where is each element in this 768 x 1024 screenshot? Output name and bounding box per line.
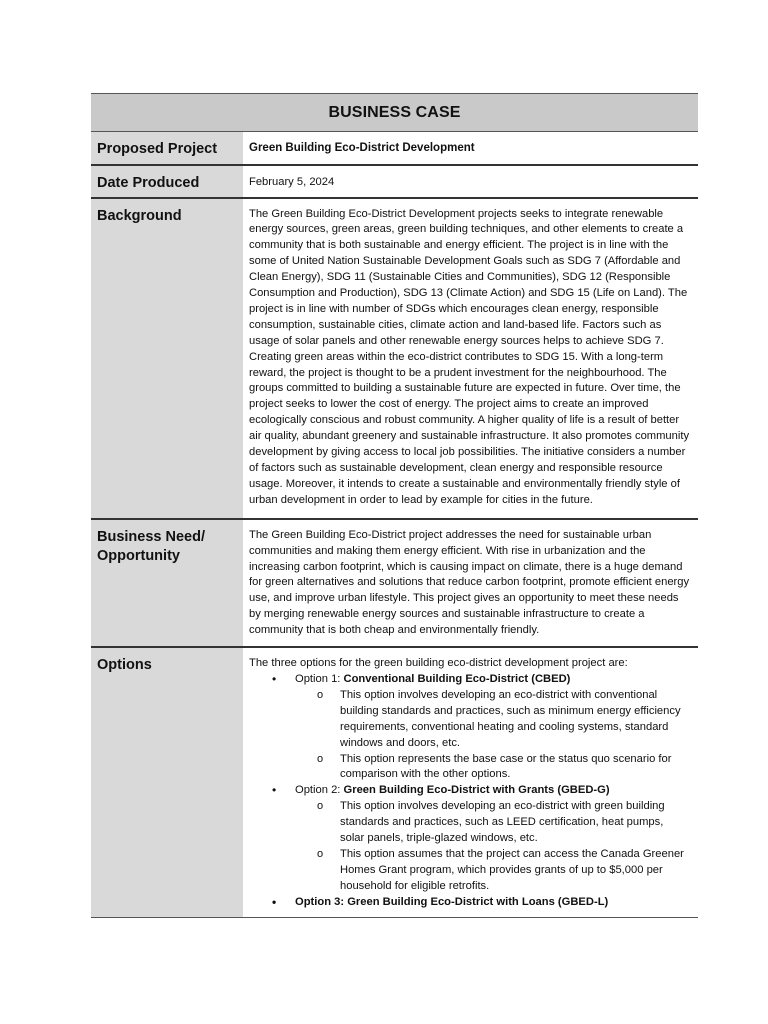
title-row <box>91 94 698 132</box>
business-need-label <box>91 519 243 647</box>
option-1-prefix: Option 1: <box>295 672 344 685</box>
option-2-item <box>249 783 690 799</box>
option-2-name: Green Building Eco-District with Grants (GBED-G) <box>343 784 610 797</box>
proposed-project-value-cell <box>243 132 698 165</box>
option-2-prefix: Option 2: <box>295 784 344 797</box>
option-2-point: o This option assumes that the project can access the Canada Greener Homes Grant program, which provides grants of up to $5,000 per household for eligible retrofits. <box>295 847 690 895</box>
date-produced-row <box>91 165 698 198</box>
option-1-item <box>249 672 690 688</box>
option-2-sublist <box>249 799 690 894</box>
business-need-row <box>91 519 698 647</box>
options-row <box>91 647 698 917</box>
option-1-point: o This option involves developing an eco-district with conventional building standards and practices, such as minimum energy efficiency requirements, conventional heating and cooling systems, standard windows and doors, etc. <box>295 688 690 752</box>
business-need-text: The Green Building Eco-District project addresses the need for sustainable urban communities and making them energy efficient. With rise in urbanization and the increasing carbon footprint, which is causing impact on climate, there is a huge demand for green alternatives and solutions that reduce carbon footprint, promote efficient energy use, and improve urban lifestyle. This project gives an opportunity to meet these needs by merging renewable energy sources and sustainable infrastructure to create a community that is both cheap and environmentally friendly. <box>243 519 698 647</box>
proposed-project-row <box>91 132 698 165</box>
options-label: Options <box>91 647 243 917</box>
background-text: The Green Building Eco-District Development projects seeks to integrate renewable energy sources, green areas, green building techniques, and other elements to create a community that is both sustainable and energy efficient. The project is in line with the some of United Nation Sustainable Development Goals such as SDG 7 (Affordable and Clean Energy), SDG 11 (Sustainable Cities and Communities), SDG 12 (Responsible Consumption and Production), SDG 13 (Climate Action) and SDG 15 (Life on Land). The project is in line with number of SDGs which encourages clean energy, responsible consumption, sustainable cities, climate action and land-based life. Factors such as usage of solar panels and other renewable energy sources helps to achieve SDG 7. Creating green areas within the eco-district contributes to SDG 15. With a long-term reward, the project is thought to be a prudent investment for the neighbourhood. The groups committed to building a sustainable future are expected in future. Over time, the project seeks to lower the cost of energy. The project aims to create an improved ecologically conscious and robust community. A higher quality of life is a result of better air quality, abundant greenery and sustainable infrastructure. It also promotes community development by giving access to local job possibilities. The initiative considers a number of factors such as sustainable development, clean energy and responsible resource usage. Moreover, it intends to create a sustainable and environmentally friendly style of urban development in order to lead by example for cities in the future. <box>243 198 698 519</box>
option-1-sublist <box>249 688 690 783</box>
options-intro: The three options for the green building eco-district development project are: <box>249 657 628 670</box>
option-2-sublist-wrapper <box>249 799 690 894</box>
date-produced-value: February 5, 2024 <box>243 165 698 198</box>
proposed-project-value: Green Building Eco-District Development <box>249 142 475 154</box>
business-case-table <box>91 93 698 918</box>
background-row <box>91 198 698 519</box>
option-1-point: o This option represents the base case or the status quo scenario for comparison with the other options. <box>295 752 690 784</box>
option-3-item: • Option 3: Green Building Eco-District with Loans (GBED-L) <box>249 895 690 911</box>
background-label: Background <box>91 198 243 519</box>
business-need-label-line1: Business Need/ <box>97 528 205 545</box>
proposed-project-label: Proposed Project <box>91 132 243 165</box>
business-need-label-line2: Opportunity <box>97 547 180 564</box>
document-title: BUSINESS CASE <box>91 94 698 132</box>
date-produced-label: Date Produced <box>91 165 243 198</box>
option-2-point: o This option involves developing an eco-district with green building standards and practices, such as LEED certification, heat pumps, solar panels, triple-glazed windows, etc. <box>295 799 690 847</box>
options-content <box>243 647 698 917</box>
option-1-name: Conventional Building Eco-District (CBED) <box>343 672 571 685</box>
option-1-sublist-wrapper <box>249 688 690 783</box>
options-list <box>249 672 690 911</box>
